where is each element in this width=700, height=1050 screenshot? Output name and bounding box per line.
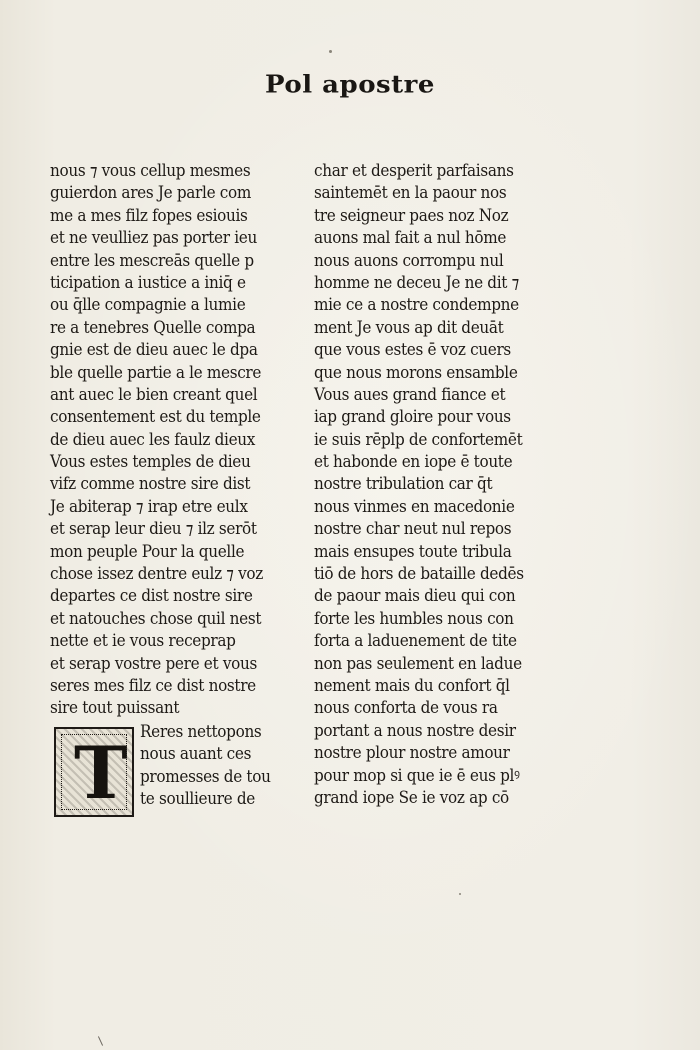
left-column-line-9: gnie est de dieu auec le dpa: [50, 340, 258, 360]
right-column-line-7: mie ce a nostre condempne: [314, 295, 519, 315]
initial-paragraph-lines: [140, 721, 280, 811]
right-column-line-9: que vous estes ē voz cuers: [314, 340, 511, 360]
left-column-line-11: ant auec le bien creant quel: [50, 384, 258, 404]
left-column-line-16: Je abiterap ⁊ irap etre eulx: [50, 496, 248, 516]
left-column-line-6: ticipation a iustice a iniq̄ e: [50, 272, 246, 292]
right-column-line-29: grand iope Se ie voz ap cō: [314, 787, 509, 807]
right-column-line-25: nous conforta de vous ra: [314, 698, 498, 718]
right-column-line-20: de paour mais dieu qui con: [314, 586, 516, 606]
right-column-line-22: forta a laduenement de tite: [314, 631, 517, 651]
left-column-line-19: chose issez dentre eulz ⁊ voz: [50, 564, 263, 584]
right-column-line-17: nostre char neut nul repos: [314, 519, 512, 539]
left-column-line-17: et serap leur dieu ⁊ ilz serōt: [50, 519, 257, 539]
initial-paragraph-line-3: promesses de tou: [140, 766, 271, 786]
right-column-line-18: mais ensupes toute tribula: [314, 541, 512, 561]
right-column-line-14: et habonde en iope ē toute: [314, 452, 513, 472]
right-column-line-27: nostre plour nostre amour: [314, 743, 510, 763]
left-column-line-22: nette et ie vous receprap: [50, 631, 236, 651]
right-column-line-28: pour mop si que ie ē eus plꝰ: [314, 765, 520, 785]
right-column-line-13: ie suis rēplp de confortemēt: [314, 429, 523, 449]
left-column-line-23: et serap vostre pere et vous: [50, 653, 257, 673]
paper-speck: [459, 893, 461, 895]
left-column-line-3: me a mes filz fopes esiouis: [50, 205, 248, 225]
left-column-line-18: mon peuple Pour la quelle: [50, 541, 245, 561]
left-column-line-7: ou q̄lle compagnie a lumie: [50, 295, 246, 315]
left-column-line-1: nous ⁊ vous cellup mesmes: [50, 161, 251, 180]
right-column-line-6: homme ne deceu Je ne dit ⁊: [314, 272, 519, 292]
left-column-line-12: consentement est du temple: [50, 407, 261, 427]
left-text-column: [50, 160, 280, 720]
paper-mark: [98, 1036, 103, 1045]
left-column-line-8: re a tenebres Quelle compa: [50, 317, 256, 337]
decorated-initial: [54, 727, 134, 817]
right-column-line-23: non pas seulement en ladue: [314, 653, 522, 673]
running-title: Pol apostre: [265, 71, 435, 99]
right-column-line-11: Vous aues grand fiance et: [314, 384, 506, 404]
right-column-line-24: nement mais du confort q̄l: [314, 675, 510, 695]
right-column-line-21: forte les humbles nous con: [314, 608, 514, 628]
left-column-line-14: Vous estes temples de dieu: [50, 452, 251, 472]
left-column-line-25: sire tout puissant: [50, 698, 180, 718]
right-column-line-15: nostre tribulation car q̄t: [314, 474, 493, 494]
right-column-line-12: iap grand gloire pour vous: [314, 407, 511, 427]
initial-paragraph-line-2: nous auant ces: [140, 744, 252, 764]
left-column-line-5: entre les mescreās quelle p: [50, 250, 254, 270]
paper-speck: [329, 50, 332, 53]
left-column-line-2: guierdon ares Je parle com: [50, 183, 251, 203]
right-column-line-1: char et desperit parfaisans: [314, 161, 514, 180]
left-column-line-4: et ne veulliez pas porter ieu: [50, 228, 257, 248]
left-column-line-20: departes ce dist nostre sire: [50, 586, 253, 606]
right-column-line-16: nous vinmes en macedonie: [314, 496, 515, 516]
right-column-line-26: portant a nous nostre desir: [314, 720, 516, 740]
right-column-line-2: saintemēt en la paour nos: [314, 183, 507, 203]
left-column-line-13: de dieu auec les faulz dieux: [50, 429, 256, 449]
right-column-line-19: tiō de hors de bataille dedēs: [314, 564, 524, 584]
initial-letter: T: [74, 730, 128, 815]
left-column-line-21: et natouches chose quil nest: [50, 608, 262, 628]
left-column-line-10: ble quelle partie a le mescre: [50, 362, 262, 382]
right-column-line-10: que nous morons ensamble: [314, 362, 518, 382]
right-text-column: [314, 160, 549, 809]
initial-paragraph-line-4: te soullieure de: [140, 789, 256, 809]
initial-paragraph-line-1: Reres nettopons: [140, 722, 262, 741]
left-column-line-24: seres mes filz ce dist nostre: [50, 675, 256, 695]
right-column-line-8: ment Je vous ap dit deuāt: [314, 317, 504, 337]
left-column-line-15: vifz comme nostre sire dist: [50, 474, 251, 494]
right-column-line-3: tre seigneur paes noz Noz: [314, 205, 509, 225]
right-column-line-5: nous auons corrompu nul: [314, 250, 504, 270]
right-column-line-4: auons mal fait a nul hōme: [314, 228, 507, 248]
